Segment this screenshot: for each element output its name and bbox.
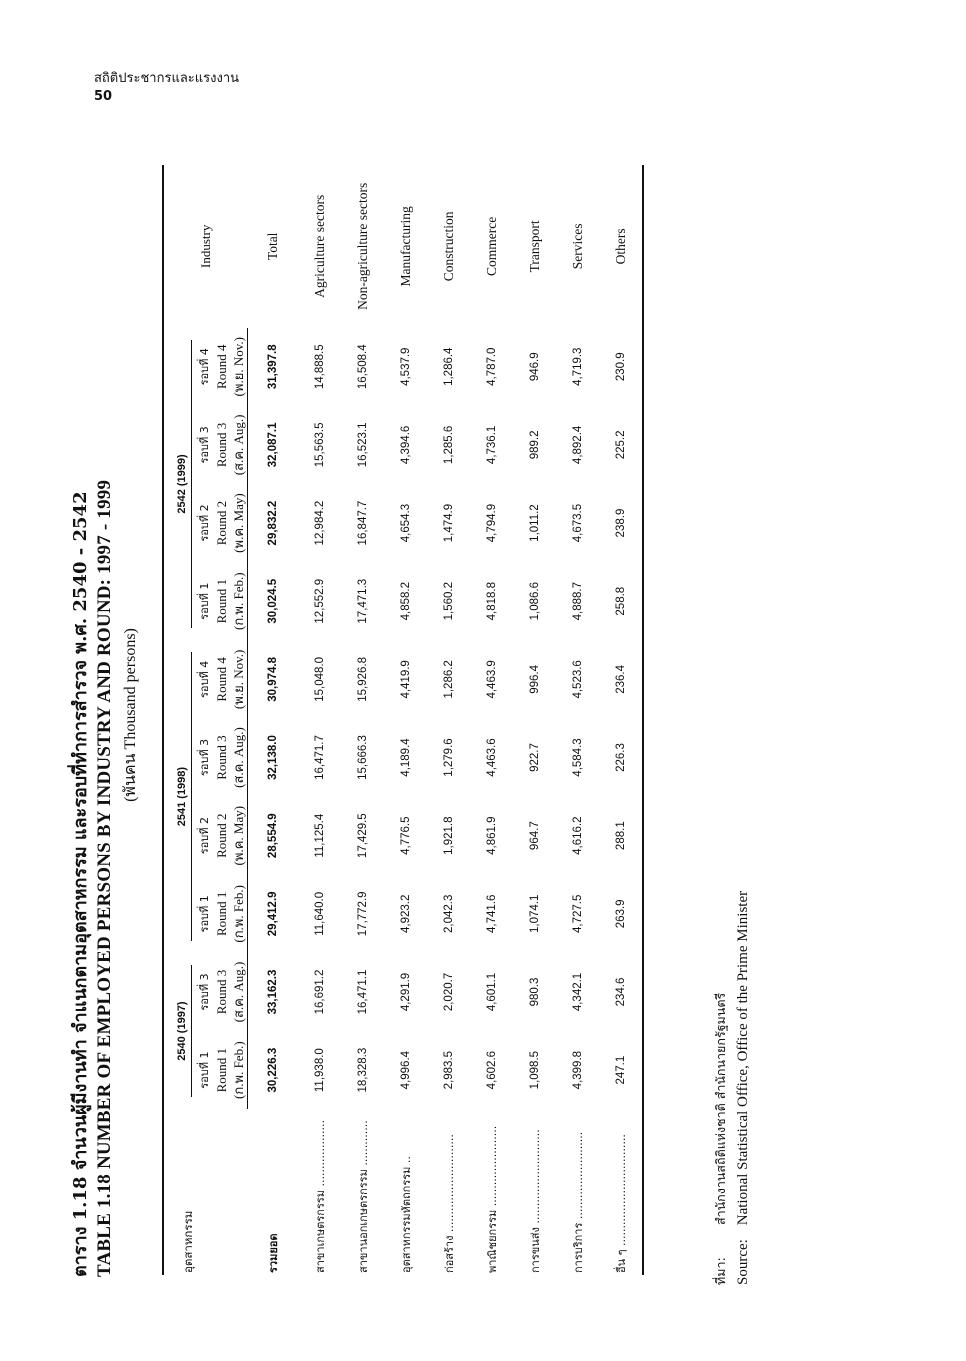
round-th: รอบที่ 4: [198, 348, 211, 386]
row-label-thai: อื่น ๆ ................................: [599, 1109, 643, 1275]
table-cell: 4,463.9: [485, 660, 498, 699]
round-en: Round 1: [214, 579, 229, 624]
table-row: [384, 165, 427, 1275]
source-text-english: National Statistical Office, Office of the Prime Minister: [735, 890, 751, 1226]
table-cell: 17,772.9: [356, 891, 369, 937]
row-label-thai: พาณิชยกรรม .......................: [485, 1125, 499, 1273]
round-en: Round 3: [214, 735, 229, 780]
table-cell: 1,098.5: [528, 1050, 541, 1090]
table-title-thai: ตาราง 1.18 จำนวนผู้มีงานทำ จำแนกตามอุตสาหกรรม และรอบที่ทำการสำรวจ พ.ศ. 2540 - 2542: [70, 491, 91, 1277]
table-row: [556, 165, 599, 1275]
row-label-english: Agriculture sectors: [311, 194, 327, 298]
table-cell: 32,138.0: [267, 735, 279, 780]
table-row: [298, 165, 341, 1275]
round-month: (ก.พ. Feb.): [230, 875, 248, 953]
table-cell: 1,286.4: [442, 347, 455, 386]
table-cell: 1,011.2: [528, 504, 541, 542]
page-header: [94, 70, 239, 106]
table-cell: 16,471.7: [313, 735, 326, 780]
table-cell: 14,888.5: [313, 344, 326, 390]
row-label-thai: การบริการ .........................: [571, 1131, 585, 1273]
round-th: รอบที่ 2: [198, 817, 211, 855]
table-cell: 225.2: [599, 406, 643, 484]
table-cell: 1,286.2: [442, 660, 455, 699]
page-number: 50: [94, 89, 113, 104]
table-cell: 4,861.9: [485, 816, 498, 855]
table-cell: 4,537.9: [399, 347, 412, 386]
table-cell: 15,048.0: [313, 656, 326, 702]
round-month: (พ.ย. Nov.): [230, 640, 248, 718]
round-month: (ก.พ. Feb.): [230, 562, 248, 640]
table-cell: 4,923.2: [399, 894, 412, 934]
employment-table: [162, 165, 644, 1275]
round-month: (ส.ค. Aug.): [230, 718, 248, 796]
running-title: สถิติประชากรและแรงงาน: [94, 71, 240, 86]
table-row: [470, 165, 513, 1275]
table-cell: 996.4: [528, 664, 541, 694]
round-th: รอบที่ 1: [198, 1051, 211, 1089]
table-cell: 4,419.9: [399, 660, 412, 699]
table-cell: 11,938.0: [313, 1048, 326, 1093]
table-cell: 12,984.2: [313, 500, 326, 546]
row-label-thai: สาขาเกษตรกรรม ...................: [313, 1120, 327, 1273]
table-cell: 989.2: [528, 430, 541, 460]
table-cell: 29,832.2: [267, 500, 279, 546]
table-cell: 4,776.5: [399, 816, 412, 855]
table-cell: 4,342.1: [571, 972, 584, 1012]
table-row: [427, 165, 470, 1275]
source-label-english: Source:: [735, 1239, 751, 1285]
table-unit: (พันคน Thousand persons): [122, 628, 139, 802]
round-en: Round 1: [214, 1047, 229, 1093]
row-label-thai: สาขานอกเกษตรกรรม .............: [356, 1120, 370, 1273]
year-header-1997: 2540 (1997): [163, 953, 196, 1109]
table-cell: 29,412.9: [267, 891, 279, 937]
round-month: (ส.ค. Aug.): [230, 406, 248, 484]
table-cell: 4,394.6: [399, 425, 412, 465]
table-cell: 4,741.6: [485, 894, 498, 934]
row-label-thai: อุตสาหกรรมหัตถกรรม ..: [399, 1156, 413, 1273]
round-en: Round 3: [214, 422, 229, 468]
table-cell: 2,983.5: [442, 1050, 455, 1090]
round-en: Round 2: [214, 813, 229, 858]
row-label-thai: ก่อสร้าง ............................: [442, 1134, 456, 1273]
table-row: [341, 165, 384, 1275]
table-cell: 15,926.8: [356, 656, 369, 702]
table-cell: 17,429.5: [356, 813, 369, 859]
table-cell: 226.3: [599, 718, 643, 796]
source-label-thai: ที่มา:: [713, 1257, 728, 1285]
table-cell: 4,892.4: [571, 425, 584, 465]
year-header-1999: 2542 (1999): [163, 328, 196, 641]
table-cell: 2,020.7: [442, 972, 455, 1012]
title-block: [70, 145, 142, 1285]
table-row: [248, 165, 299, 1275]
table-cell: 258.8: [599, 562, 643, 640]
round-th: รอบที่ 3: [198, 738, 211, 777]
table-cell: 11,640.0: [313, 891, 326, 936]
row-label-english: Manufacturing: [397, 206, 413, 287]
table-cell: 16,847.7: [356, 500, 369, 546]
table-cell: 1,474.9: [442, 503, 455, 543]
round-th: รอบที่ 3: [198, 426, 211, 464]
table-title-english: TABLE 1.18 NUMBER OF EMPLOYED PERSONS BY INDUSTRY AND ROUND: 1997 - 1999: [94, 479, 115, 1277]
table-cell: 16,523.1: [356, 422, 369, 468]
table-row: [513, 165, 556, 1275]
industry-header-thai: อุตสาหกรรม: [181, 1210, 195, 1273]
table-cell: 11,125.4: [313, 813, 326, 858]
table-cell: 12,552.9: [313, 578, 326, 624]
table-cell: 922.7: [528, 743, 541, 772]
table-cell: 4,523.6: [571, 660, 584, 699]
table-cell: 238.9: [599, 484, 643, 562]
round-month: (พ.ค. May): [230, 797, 248, 875]
table-row: [599, 165, 643, 1275]
table-cell: 4,858.2: [399, 582, 412, 621]
row-label-english: Construction: [440, 211, 456, 282]
row-label-english: Total: [264, 232, 280, 261]
row-label-thai: การขนส่ง ...........................: [528, 1129, 542, 1273]
round-month: (ส.ค. Aug.): [230, 953, 248, 1031]
table-cell: 4,727.5: [571, 894, 584, 934]
round-month: (พ.ค. May): [230, 484, 248, 562]
table-cell: 236.4: [599, 640, 643, 718]
rotated-table-page: [70, 145, 751, 1285]
round-th: รอบที่ 1: [198, 895, 211, 933]
round-th: รอบที่ 4: [198, 660, 211, 698]
table-cell: 4,616.2: [571, 816, 584, 855]
row-label-english: Transport: [526, 220, 542, 273]
table-cell: 2,042.3: [442, 894, 455, 934]
table-cell: 4,654.3: [399, 503, 412, 543]
table-cell: 4,719.3: [571, 347, 584, 386]
table-cell: 1,074.1: [528, 894, 541, 934]
table-cell: 15,666.3: [356, 735, 369, 780]
table-cell: 4,996.4: [399, 1050, 412, 1090]
table-cell: 247.1: [599, 1031, 643, 1109]
round-th: รอบที่ 2: [198, 504, 211, 542]
table-cell: 1,921.8: [442, 816, 455, 855]
table-cell: 15,563.5: [313, 422, 326, 468]
table-cell: 4,736.1: [485, 425, 498, 465]
industry-header-english: Industry: [197, 224, 213, 268]
row-label-english: Others: [599, 165, 643, 328]
table-cell: 1,560.2: [442, 582, 455, 621]
round-en: Round 1: [214, 891, 229, 937]
table-cell: 1,086.6: [528, 582, 541, 621]
table-cell: 33,162.3: [267, 969, 279, 1015]
table-cell: 4,818.8: [485, 582, 498, 621]
table-cell: 30,974.8: [267, 656, 279, 702]
table-cell: 230.9: [599, 328, 643, 406]
table-cell: 32,087.1: [267, 422, 279, 468]
table-cell: 234.6: [599, 953, 643, 1031]
round-en: Round 4: [214, 657, 229, 702]
round-th: รอบที่ 1: [198, 582, 211, 620]
table-cell: 4,888.7: [571, 582, 584, 621]
year-header-1998: 2541 (1998): [163, 640, 196, 953]
table-cell: 946.9: [528, 352, 541, 382]
table-cell: 4,602.6: [485, 1050, 498, 1090]
table-cell: 964.7: [528, 821, 541, 851]
row-label-english: Commerce: [483, 216, 499, 276]
row-label-english: Services: [569, 223, 585, 270]
table-cell: 30,226.3: [267, 1047, 279, 1093]
table-cell: 4,601.1: [485, 972, 498, 1012]
table-cell: 4,189.4: [399, 738, 412, 777]
table-cell: 4,399.8: [571, 1050, 584, 1090]
round-en: Round 2: [214, 500, 229, 546]
table-cell: 980.3: [528, 977, 541, 1007]
round-month: (พ.ย. Nov.): [230, 328, 248, 406]
table-cell: 16,471.1: [356, 969, 369, 1015]
row-label-thai: รวมยอด: [266, 1233, 280, 1273]
round-en: Round 4: [214, 344, 229, 389]
table-cell: 4,291.9: [399, 972, 412, 1012]
table-cell: 4,584.3: [571, 738, 584, 777]
table-cell: 18,328.3: [356, 1047, 369, 1093]
table-cell: 1,285.6: [442, 425, 455, 465]
round-th: รอบที่ 3: [198, 973, 211, 1011]
table-cell: 4,463.6: [485, 738, 498, 777]
table-cell: 28,554.9: [267, 813, 279, 859]
round-en: Round 3: [214, 969, 229, 1015]
round-month: (ก.พ. Feb.): [230, 1031, 248, 1109]
source-note: [710, 145, 754, 1285]
table-cell: 30,024.5: [267, 578, 279, 624]
table-cell: 1,279.6: [442, 738, 455, 777]
table-cell: 4,673.5: [571, 503, 584, 543]
source-text-thai: สำนักงานสถิติแห่งชาติ สำนักนายกรัฐมนตรี: [713, 992, 728, 1226]
table-cell: 17,471.3: [356, 578, 369, 624]
table-cell: 263.9: [599, 875, 643, 953]
table-cell: 16,508.4: [356, 344, 369, 390]
table-cell: 4,787.0: [485, 347, 498, 386]
row-label-english: Non-agriculture sectors: [354, 182, 370, 310]
table-cell: 31,397.8: [267, 344, 279, 390]
table-cell: 16,691.2: [313, 969, 326, 1015]
table-cell: 4,794.9: [485, 503, 498, 543]
table-cell: 288.1: [599, 797, 643, 875]
